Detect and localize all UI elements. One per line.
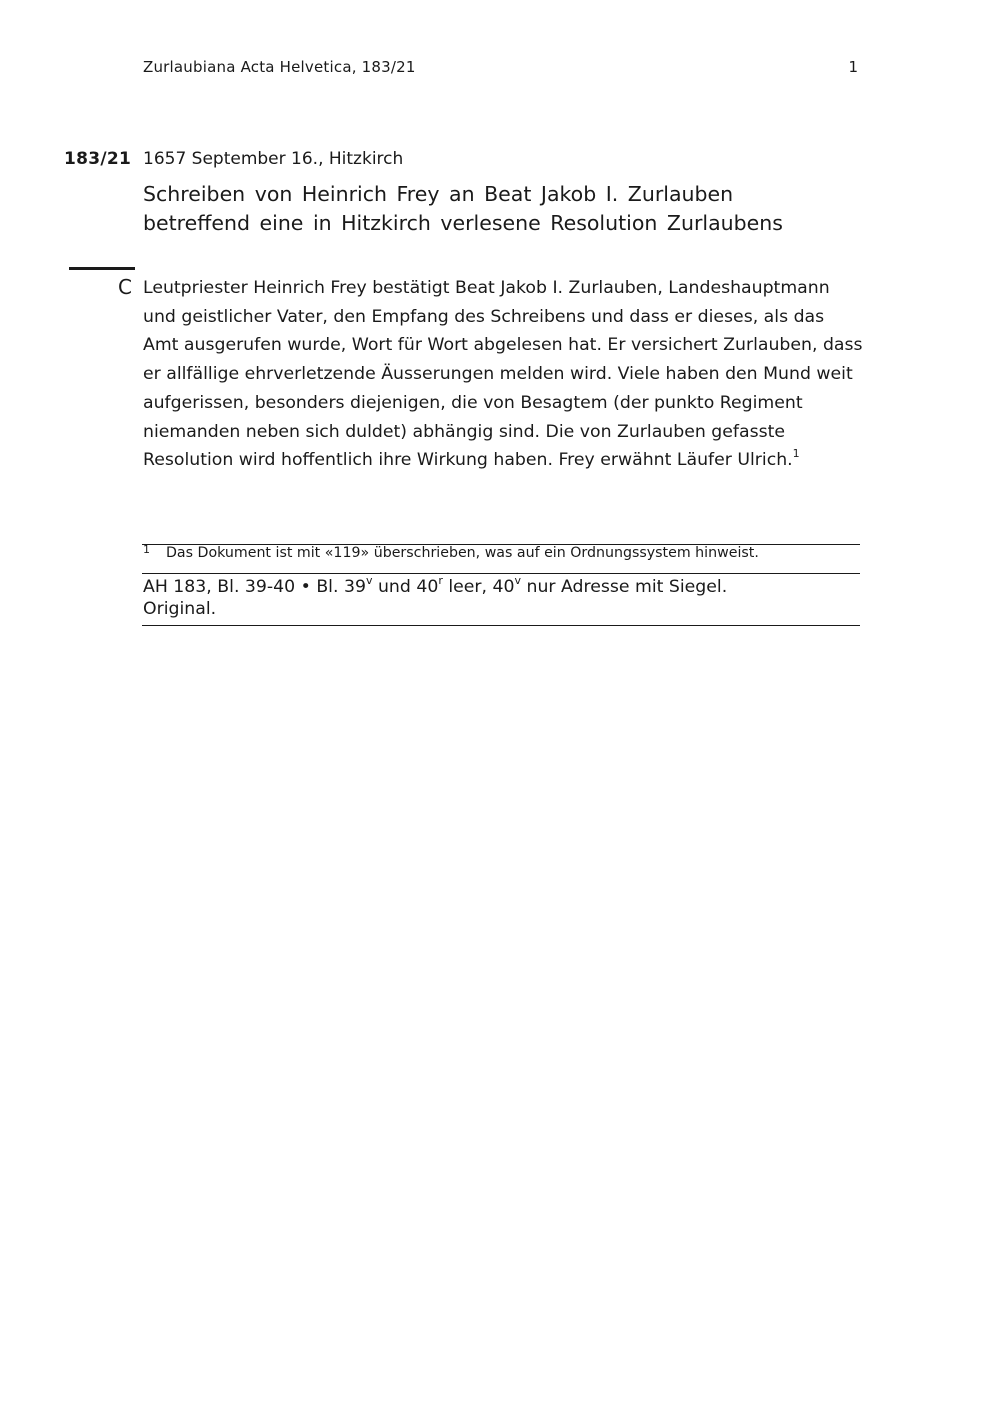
footnote-text: Das Dokument ist mit «119» überschrieben, was auf ein Ordnungssystem hinweist. bbox=[166, 545, 759, 561]
summary-text: Leutpriester Heinrich Frey bestätigt Beat Jakob I. Zurlauben, Landeshauptmann und geistlicher Vater, den Empfang des Schreibens und dass er dieses, als das Amt ausgerufen wurde, Wort für Wort abgelesen hat. Er versichert Zurlauben, dass er allfällige ehrverletzende Äusserungen melden wird. Viele haben den Mund weit aufgerissen, besonders diejenigen, die von Besagtem (der punkto Regiment niemanden neben sich duldet) abhängig sind. Die von Zurlauben gefasste Resolution wird hoffentlich ihre Wirkung haben. Frey erwähnt Läufer Ulrich. bbox=[143, 278, 863, 471]
document-number: 183/21 bbox=[64, 149, 132, 169]
source-top-rule bbox=[142, 573, 860, 574]
source-line-2: Original. bbox=[143, 599, 217, 619]
running-head: Zurlaubiana Acta Helvetica, 183/21 bbox=[143, 58, 416, 76]
summary-paragraph bbox=[143, 274, 863, 475]
margin-rule bbox=[69, 267, 135, 270]
source-bottom-rule bbox=[142, 625, 860, 626]
title-line-1: Schreiben von Heinrich Frey an Beat Jakob I. Zurlauben bbox=[143, 182, 734, 206]
source-line-1: AH 183, Bl. 39-40 • Bl. 39$^v$ und 40$^r$ leer, 40$^v$ nur Adresse mit Siegel. bbox=[143, 574, 728, 597]
document-title bbox=[143, 180, 843, 238]
margin-mark: C bbox=[118, 275, 132, 299]
source-block bbox=[143, 576, 859, 620]
footnote-marker: 1 bbox=[143, 543, 150, 556]
title-line-2: betreffend eine in Hitzkirch verlesene Resolution Zurlaubens bbox=[143, 211, 783, 235]
footnote-reference[interactable]: 1 bbox=[792, 447, 800, 461]
document-date-place: 1657 September 16., Hitzkirch bbox=[143, 149, 404, 169]
page-number: 1 bbox=[848, 58, 858, 76]
